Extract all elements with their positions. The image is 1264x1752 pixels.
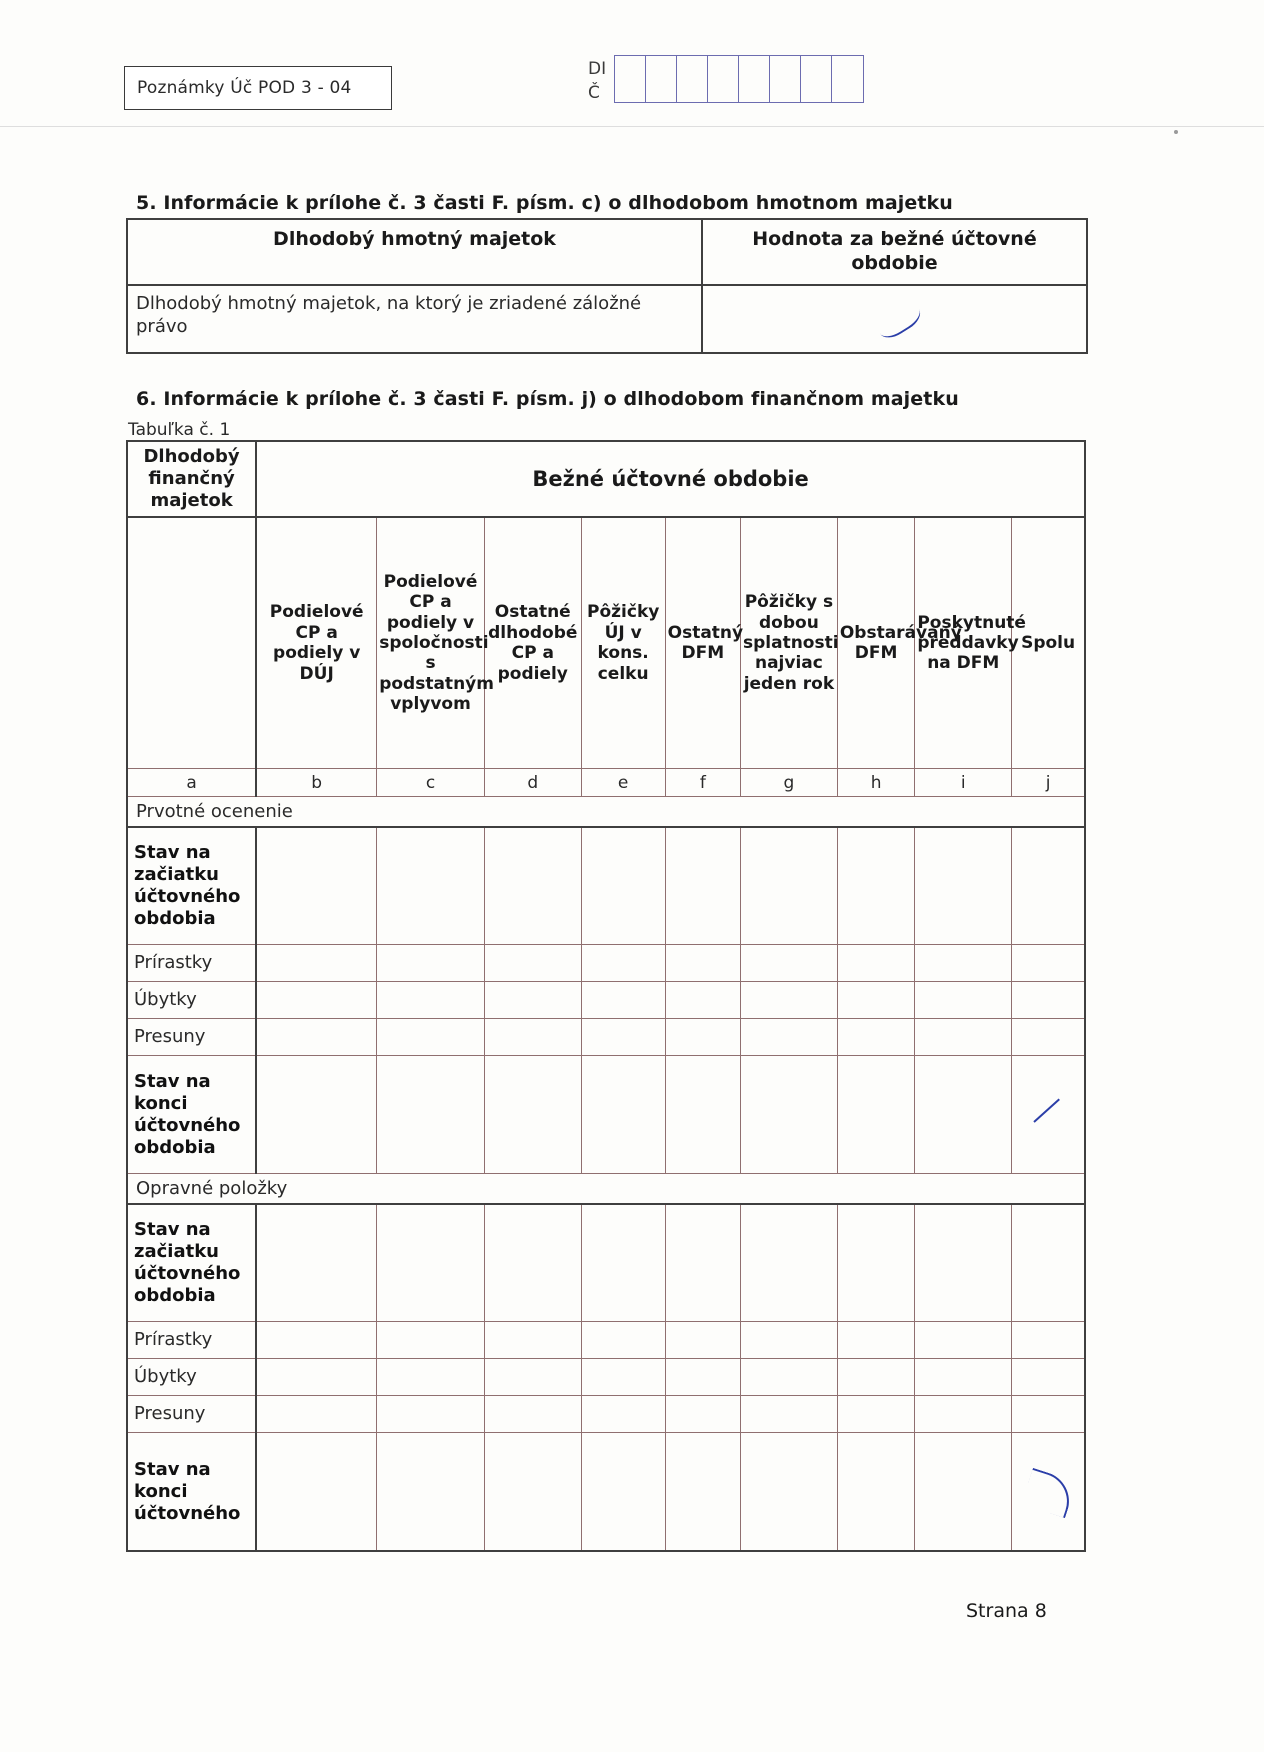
t6-column-letter: d: [484, 769, 581, 797]
t6-data-cell[interactable]: [915, 945, 1012, 982]
t6-data-cell[interactable]: [377, 1433, 485, 1551]
t6-data-cell[interactable]: [837, 982, 914, 1019]
t6-column-letter: a: [127, 769, 256, 797]
t6-data-cell[interactable]: [665, 1204, 740, 1322]
t6-data-cell[interactable]: [1012, 827, 1085, 945]
dic-cell[interactable]: [677, 56, 708, 102]
table-letter-row: [127, 769, 1085, 797]
t6-column-letter: i: [915, 769, 1012, 797]
t6-column-letter: b: [256, 769, 377, 797]
t6-data-cell[interactable]: [915, 1433, 1012, 1551]
t6-data-cell[interactable]: [837, 1056, 914, 1174]
dic-cell[interactable]: [646, 56, 677, 102]
t6-data-cell[interactable]: [837, 1359, 914, 1396]
t6-span-header: Bežné účtovné obdobie: [256, 441, 1085, 517]
t6-data-cell[interactable]: [1012, 1322, 1085, 1359]
t6-data-cell[interactable]: [581, 1396, 665, 1433]
t6-data-cell[interactable]: [915, 1359, 1012, 1396]
t6-data-cell[interactable]: [581, 827, 665, 945]
t6-data-cell[interactable]: [915, 1204, 1012, 1322]
t6-data-cell[interactable]: [665, 1359, 740, 1396]
t6-group-title: Prvotné ocenenie: [127, 797, 1085, 827]
t6-data-cell[interactable]: [740, 1056, 837, 1174]
t6-data-cell[interactable]: [581, 982, 665, 1019]
t6-data-cell[interactable]: [256, 1396, 377, 1433]
section-5-heading: 5. Informácie k prílohe č. 3 časti F. písm. c) o dlhodobom hmotnom majetku: [136, 192, 953, 214]
t6-data-cell[interactable]: [837, 1396, 914, 1433]
t6-data-cell[interactable]: [837, 945, 914, 982]
header-divider: [0, 126, 1264, 127]
t6-data-cell[interactable]: [915, 1019, 1012, 1056]
t6-data-cell[interactable]: [1012, 945, 1085, 982]
dic-label-line1: DI: [588, 59, 607, 79]
t6-data-cell[interactable]: [377, 827, 485, 945]
dic-label-line2: Č: [588, 83, 600, 103]
t6-column-header: Ostatné dlhodobé CP a podiely: [484, 517, 581, 769]
t6-row-label: Prírastky: [127, 1322, 256, 1359]
t6-data-cell[interactable]: [915, 1396, 1012, 1433]
table-group-row: [127, 797, 1085, 827]
t6-data-cell[interactable]: [484, 945, 581, 982]
t6-data-cell[interactable]: [256, 1359, 377, 1396]
t6-data-cell[interactable]: [581, 1359, 665, 1396]
t6-column-header: Spolu: [1012, 517, 1085, 769]
t6-row-label: Presuny: [127, 1019, 256, 1056]
t6-data-cell[interactable]: [740, 1359, 837, 1396]
section-6-subnote: Tabuľka č. 1: [128, 420, 231, 440]
table-row: [127, 1322, 1085, 1359]
t6-column-letter: e: [581, 769, 665, 797]
t6-row-label: Úbytky: [127, 1359, 256, 1396]
t6-row-label: Prírastky: [127, 945, 256, 982]
t6-column-header: Ostatný DFM: [665, 517, 740, 769]
t6-data-cell[interactable]: [581, 1204, 665, 1322]
table-row: [127, 827, 1085, 945]
t6-data-cell[interactable]: [665, 827, 740, 945]
t6-data-cell[interactable]: [837, 1322, 914, 1359]
t6-column-header: Poskytnuté preddavky na DFM: [915, 517, 1012, 769]
t6-data-cell[interactable]: [377, 1019, 485, 1056]
page-dot-mark: [1174, 130, 1178, 134]
t6-data-cell[interactable]: [915, 1056, 1012, 1174]
t6-data-cell[interactable]: [915, 982, 1012, 1019]
page-number: Strana 8: [966, 1600, 1047, 1622]
t6-data-cell[interactable]: [740, 1019, 837, 1056]
t6-column-letter: g: [740, 769, 837, 797]
t6-column-header: Obstarávaný DFM: [837, 517, 914, 769]
t6-data-cell[interactable]: [484, 1359, 581, 1396]
t6-data-cell[interactable]: [581, 1056, 665, 1174]
table-row: [127, 982, 1085, 1019]
t6-data-cell[interactable]: [377, 982, 485, 1019]
t6-data-cell[interactable]: [484, 1019, 581, 1056]
t6-data-cell[interactable]: [581, 945, 665, 982]
t6-data-cell[interactable]: [377, 945, 485, 982]
t6-data-cell[interactable]: [484, 1056, 581, 1174]
t6-data-cell[interactable]: [915, 827, 1012, 945]
t6-row-label: Stav na konci účtovného obdobia: [127, 1056, 256, 1174]
table-row: [127, 945, 1085, 982]
t6-corner-blank: [127, 517, 256, 769]
t6-column-header: Podielové CP a podiely v DÚJ: [256, 517, 377, 769]
form-code-text: Poznámky Úč POD 3 - 04: [137, 78, 352, 98]
table-row: [127, 1359, 1085, 1396]
section-6-table: [126, 440, 1086, 1552]
table-row: [127, 285, 1087, 353]
dic-cell[interactable]: [770, 56, 801, 102]
t6-column-letter: j: [1012, 769, 1085, 797]
t6-data-cell[interactable]: [1012, 1396, 1085, 1433]
t6-data-cell[interactable]: [256, 1204, 377, 1322]
section-5-table: [126, 218, 1088, 354]
t6-data-cell[interactable]: [256, 1056, 377, 1174]
handwriting-mark-icon: [1021, 1467, 1076, 1517]
t6-data-cell[interactable]: [581, 1019, 665, 1056]
t6-data-cell[interactable]: [740, 1433, 837, 1551]
section-6-heading: 6. Informácie k prílohe č. 3 časti F. písm. j) o dlhodobom finančnom majetku: [136, 388, 959, 410]
table-header-row: [127, 441, 1085, 517]
t6-group-title: Opravné položky: [127, 1174, 1085, 1204]
dic-input-boxes[interactable]: [614, 55, 864, 103]
t6-column-header: Pôžičky ÚJ v kons. celku: [581, 517, 665, 769]
t6-data-cell[interactable]: [1012, 982, 1085, 1019]
dic-cell[interactable]: [708, 56, 739, 102]
t6-data-cell[interactable]: [484, 1322, 581, 1359]
t6-data-cell[interactable]: [665, 1433, 740, 1551]
t6-data-cell[interactable]: [484, 827, 581, 945]
t6-column-letter: h: [837, 769, 914, 797]
dic-label: [588, 55, 606, 105]
t5-row1-value[interactable]: [702, 285, 1087, 353]
t5-col2-header: Hodnota za bežné účtovné obdobie: [702, 219, 1087, 285]
form-code-box: [124, 66, 392, 110]
t6-data-cell[interactable]: [740, 1322, 837, 1359]
t6-data-cell[interactable]: [484, 1396, 581, 1433]
t6-data-cell[interactable]: [665, 1396, 740, 1433]
t6-data-cell[interactable]: [1012, 1056, 1085, 1174]
t6-data-cell[interactable]: [837, 1019, 914, 1056]
table-header-row: [127, 219, 1087, 285]
t6-data-cell[interactable]: [665, 982, 740, 1019]
t6-data-cell[interactable]: [665, 1322, 740, 1359]
t6-data-cell[interactable]: [484, 1433, 581, 1551]
t6-row-label: Stav na začiatku účtovného obdobia: [127, 827, 256, 945]
t6-data-cell[interactable]: [256, 1019, 377, 1056]
t6-data-cell[interactable]: [256, 827, 377, 945]
t6-data-cell[interactable]: [256, 1433, 377, 1551]
dic-cell[interactable]: [615, 56, 646, 102]
t6-data-cell[interactable]: [377, 1204, 485, 1322]
table-row: [127, 1019, 1085, 1056]
t6-data-cell[interactable]: [1012, 1359, 1085, 1396]
t5-col1-header: Dlhodobý hmotný majetok: [127, 219, 702, 285]
table-header-row: [127, 517, 1085, 769]
t6-column-letter: f: [665, 769, 740, 797]
t6-column-letter: c: [377, 769, 485, 797]
t6-data-cell[interactable]: [837, 1433, 914, 1551]
table-row: [127, 1433, 1085, 1551]
t6-row-label: Presuny: [127, 1396, 256, 1433]
t6-data-cell[interactable]: [377, 1322, 485, 1359]
t6-data-cell[interactable]: [665, 1056, 740, 1174]
t6-data-cell[interactable]: [740, 982, 837, 1019]
t6-data-cell[interactable]: [256, 1322, 377, 1359]
t6-data-cell[interactable]: [484, 1204, 581, 1322]
t6-row-label: Úbytky: [127, 982, 256, 1019]
t6-corner-header: Dlhodobý finančný majetok: [127, 441, 256, 517]
t6-data-cell[interactable]: [1012, 1433, 1085, 1551]
t6-data-cell[interactable]: [377, 1359, 485, 1396]
dic-cell[interactable]: [832, 56, 863, 102]
dic-cell[interactable]: [801, 56, 832, 102]
t6-data-cell[interactable]: [740, 1204, 837, 1322]
t6-data-cell[interactable]: [1012, 1019, 1085, 1056]
t6-data-cell[interactable]: [377, 1396, 485, 1433]
t6-data-cell[interactable]: [581, 1433, 665, 1551]
handwriting-mark-icon: [1034, 1099, 1068, 1131]
dic-cell[interactable]: [739, 56, 770, 102]
t6-data-cell[interactable]: [837, 1204, 914, 1322]
t6-data-cell[interactable]: [256, 982, 377, 1019]
table-group-row: [127, 1174, 1085, 1204]
t6-row-label: Stav na konci účtovného: [127, 1433, 256, 1551]
table-row: [127, 1204, 1085, 1322]
t6-column-header: Podielové CP a podiely v spoločnosti s podstatným vplyvom: [377, 517, 485, 769]
dic-field: [588, 55, 864, 105]
table-row: [127, 1056, 1085, 1174]
t6-data-cell[interactable]: [915, 1322, 1012, 1359]
t6-data-cell[interactable]: [665, 1019, 740, 1056]
t6-column-header: Pôžičky s dobou splatnosti najviac jeden rok: [740, 517, 837, 769]
t6-data-cell[interactable]: [377, 1056, 485, 1174]
table-row: [127, 1396, 1085, 1433]
t6-data-cell[interactable]: [665, 945, 740, 982]
handwriting-mark-icon: [871, 294, 925, 342]
t6-data-cell[interactable]: [581, 1322, 665, 1359]
t6-data-cell[interactable]: [484, 982, 581, 1019]
t6-data-cell[interactable]: [256, 945, 377, 982]
t6-data-cell[interactable]: [740, 945, 837, 982]
t6-data-cell[interactable]: [740, 1396, 837, 1433]
t5-row1-label: Dlhodobý hmotný majetok, na ktorý je zriadené záložné právo: [127, 285, 702, 353]
t6-data-cell[interactable]: [837, 827, 914, 945]
t6-data-cell[interactable]: [740, 827, 837, 945]
t6-row-label: Stav na začiatku účtovného obdobia: [127, 1204, 256, 1322]
t6-data-cell[interactable]: [1012, 1204, 1085, 1322]
